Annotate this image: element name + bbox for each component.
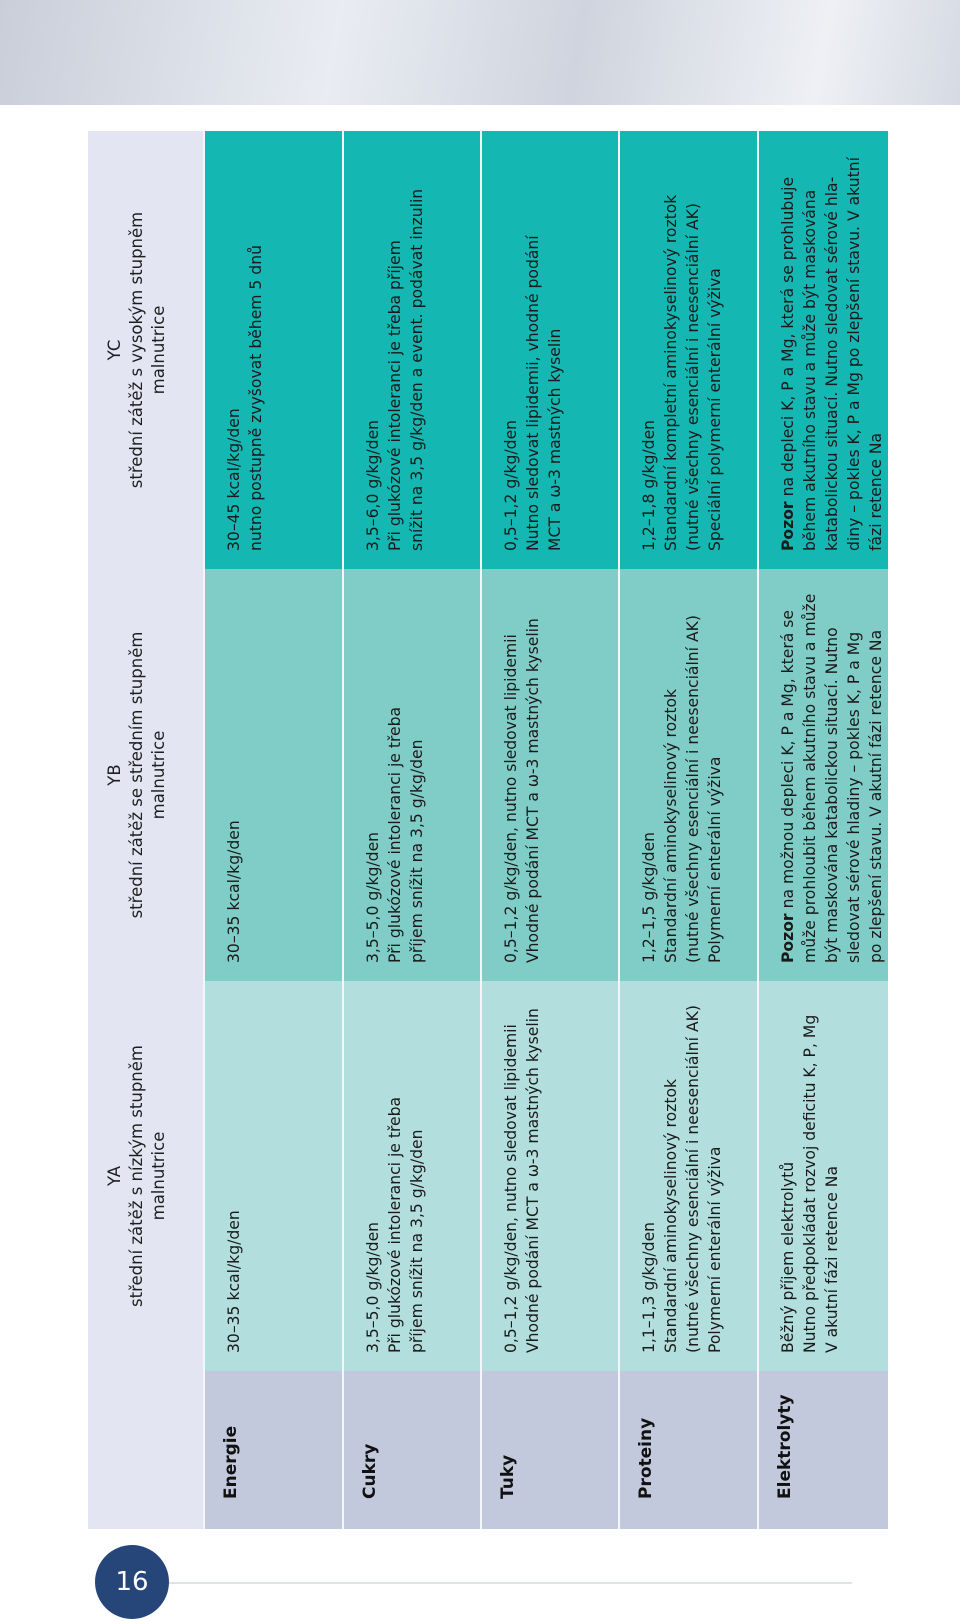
cell-proteiny-ya: [620, 981, 726, 1371]
cell-line: 30–45 kcal/kg/den: [225, 408, 244, 551]
cell-line: po zlepšení stavu. V akutní fázi retence Na: [866, 629, 885, 963]
cell-line: (nutné všechny esenciální i neesenciální AK): [684, 1005, 703, 1353]
cell-cukry-ya: [344, 981, 428, 1371]
cell-tuky-yc: [482, 131, 566, 569]
cell-line: 0,5–1,2 g/kg/den, nutno sledovat lipidemii: [501, 1024, 520, 1353]
header-yb-code: YB: [105, 764, 124, 786]
cell-line: 1,2–1,8 g/kg/den: [640, 419, 659, 551]
cell-line: (nutné všechny esenciální i neesenciální AK): [684, 615, 703, 963]
cell-line: V akutní fázi retence Na: [822, 1165, 841, 1353]
cell-line: Nutno sledovat lipidemii, vhodné podání: [523, 235, 542, 551]
cell-line: katabolickou situací. Nutno sledovat sérové hla-: [822, 176, 841, 551]
cell-line: [777, 589, 799, 963]
row-cukry: [343, 131, 481, 1529]
footer-rule: [140, 1582, 852, 1584]
nutrition-table-rotated: [88, 131, 888, 1529]
cell-line: 30–35 kcal/kg/den: [225, 820, 244, 963]
cell-elektrolyty-yc: [759, 131, 887, 569]
row-label-energie: Energie: [204, 1371, 342, 1529]
nutrition-table: [88, 131, 888, 1529]
cell-line: Standardní aminokyselinový roztok: [662, 688, 681, 963]
cell-line-rest: na depleci K, P a Mg, která se prohlubuje: [778, 176, 797, 502]
header-yc-line2: malnutrice: [149, 305, 168, 395]
row-tuky: [481, 131, 619, 1529]
cell-line: Standardní kompletní aminokyselinový roztok: [662, 194, 681, 551]
row-energie: [204, 131, 342, 1529]
cell-proteiny-yc: [620, 131, 726, 569]
warning-bold: Pozor: [778, 913, 797, 963]
row-elektrolyty: [758, 131, 888, 1529]
cell-line: fázi retence Na: [866, 432, 885, 551]
warning-bold: Pozor: [778, 501, 797, 551]
header-row: [88, 131, 204, 1529]
row-label-tuky: Tuky: [481, 1371, 619, 1529]
cell-cukry-yb: [344, 569, 428, 981]
header-ya-code: YA: [105, 1165, 124, 1187]
cell-cukry-yc: [344, 131, 428, 569]
row-label-elektrolyty: Elektrolyty: [758, 1371, 888, 1529]
cell-line: příjem snížit na 3,5 g/kg/den: [407, 1129, 426, 1353]
header-yb-line2: malnutrice: [149, 730, 168, 820]
header-corner: [88, 1371, 204, 1529]
cell-line: Nutno předpokládat rozvoj deficitu K, P, Mg: [800, 1014, 819, 1353]
header-yb: [88, 569, 204, 981]
row-proteiny: [619, 131, 757, 1529]
cell-line: příjem snížit na 3,5 g/kg/den: [407, 739, 426, 963]
cell-line: 0,5–1,2 g/kg/den, nutno sledovat lipidemii: [501, 634, 520, 963]
cell-line: nutno postupně zvyšovat během 5 dnů: [247, 245, 266, 551]
cell-line: Vhodné podání MCT a ω-3 mastných kyselin: [523, 1008, 542, 1353]
cell-line: 0,5–1,2 g/kg/den: [501, 419, 520, 551]
page-number: 16: [95, 1545, 169, 1619]
cell-proteiny-yb: [620, 569, 726, 981]
cell-line: 3,5–6,0 g/kg/den: [363, 419, 382, 551]
cell-energie-yc: [205, 131, 267, 569]
header-ya: [88, 981, 204, 1371]
top-decorative-band: [0, 0, 960, 105]
cell-line: být maskována katabolickou situací. Nutno: [822, 627, 841, 963]
cell-line: snížit na 3,5 g/kg/den a event. podávat inzulin: [407, 188, 426, 551]
cell-line: Polymerní enterální výživa: [706, 756, 725, 963]
cell-line: [777, 151, 799, 551]
cell-line: Standardní aminokyselinový roztok: [662, 1078, 681, 1353]
header-yb-line1: střední zátěž se středním stupněm: [127, 631, 146, 919]
cell-line: Speciální polymerní enterální výživa: [706, 268, 725, 551]
cell-line: 30–35 kcal/kg/den: [225, 1210, 244, 1353]
header-yc-code: YC: [105, 339, 124, 361]
row-label-proteiny: Proteiny: [619, 1371, 757, 1529]
cell-energie-ya: [205, 981, 245, 1371]
cell-line: Při glukózové intoleranci je třeba: [385, 706, 404, 963]
row-label-cukry: Cukry: [343, 1371, 481, 1529]
cell-line: MCT a ω-3 mastných kyselin: [545, 328, 564, 551]
header-ya-line2: malnutrice: [149, 1131, 168, 1221]
cell-line: 3,5–5,0 g/kg/den: [363, 1221, 382, 1353]
cell-tuky-ya: [482, 981, 544, 1371]
cell-line: Běžný příjem elektrolytů: [778, 1161, 797, 1353]
cell-line: 3,5–5,0 g/kg/den: [363, 831, 382, 963]
cell-tuky-yb: [482, 569, 544, 981]
cell-elektrolyty-ya: [759, 981, 843, 1371]
cell-line: může prohloubit během akutního stavu a může: [800, 593, 819, 963]
cell-line-rest: na možnou depleci K, P a Mg, která se: [778, 610, 797, 914]
header-ya-line1: střední zátěž s nízkým stupněm: [127, 1045, 146, 1307]
cell-line: sledovat sérové hladiny – pokles K, P a Mg: [844, 631, 863, 963]
cell-line: 1,1–1,3 g/kg/den: [640, 1221, 659, 1353]
cell-line: Při glukózové intoleranci je třeba příjem: [385, 240, 404, 551]
header-yc: [88, 131, 204, 569]
cell-line: během akutního stavu a může být maskována: [800, 189, 819, 551]
cell-energie-yb: [205, 569, 245, 981]
header-yc-line1: střední zátěž s vysokým stupněm: [127, 211, 146, 489]
cell-line: 1,2–1,5 g/kg/den: [640, 831, 659, 963]
cell-line: Vhodné podání MCT a ω-3 mastných kyselin: [523, 618, 542, 963]
cell-line: Polymerní enterální výživa: [706, 1146, 725, 1353]
cell-line: Při glukózové intoleranci je třeba: [385, 1096, 404, 1353]
cell-elektrolyty-yb: [759, 569, 887, 981]
cell-line: diny – pokles K, P a Mg po zlepšení stavu. V akutní: [844, 157, 863, 551]
cell-line: (nutné všechny esenciální i neesenciální AK): [684, 203, 703, 551]
